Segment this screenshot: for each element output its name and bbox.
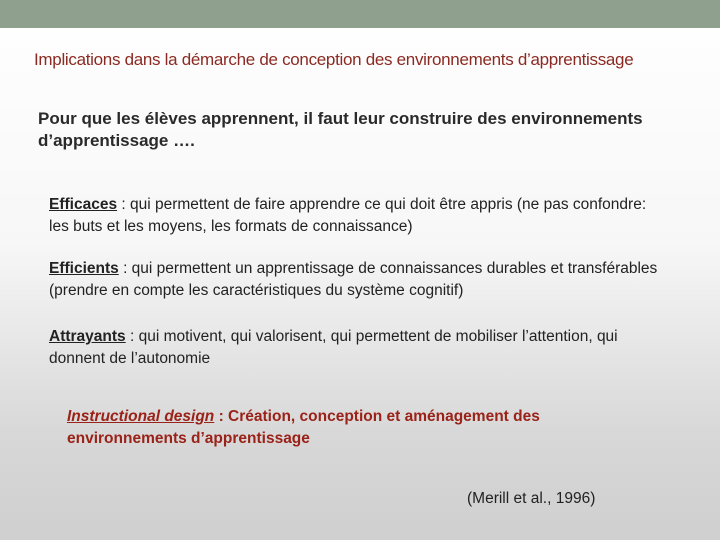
- point-description: : qui permettent de faire apprendre ce qui doit être appris (ne pas confondre: les buts et les moyens, les formats de connaissance): [49, 196, 647, 235]
- point-description: : qui motivent, qui valorisent, qui permettent de mobiliser l’attention, qui donnent de l’autonomie: [49, 328, 618, 367]
- slide-title: Implications dans la démarche de conception des environnements d’apprentissage: [34, 50, 634, 69]
- point-term: Attrayants: [49, 328, 126, 345]
- point-term: Efficients: [49, 260, 119, 277]
- top-banner: [0, 0, 720, 28]
- point-efficients: [49, 258, 669, 302]
- instructional-design-term: Instructional design: [67, 408, 215, 425]
- citation: (Merill et al., 1996): [467, 490, 596, 507]
- instructional-design-description: : Création, conception et aménagement des environnements d’apprentissage: [67, 408, 540, 447]
- point-term: Efficaces: [49, 196, 118, 213]
- point-description: : qui permettent un apprentissage de connaissances durables et transférables (prendre en compte les caractéristiques du système cognitif): [49, 260, 658, 299]
- intro-text: Pour que les élèves apprennent, il faut leur construire des environnements d’apprentissage ….: [38, 109, 643, 150]
- point-attrayants: [49, 326, 669, 370]
- point-efficaces: [49, 194, 669, 238]
- instructional-design-definition: [67, 406, 627, 450]
